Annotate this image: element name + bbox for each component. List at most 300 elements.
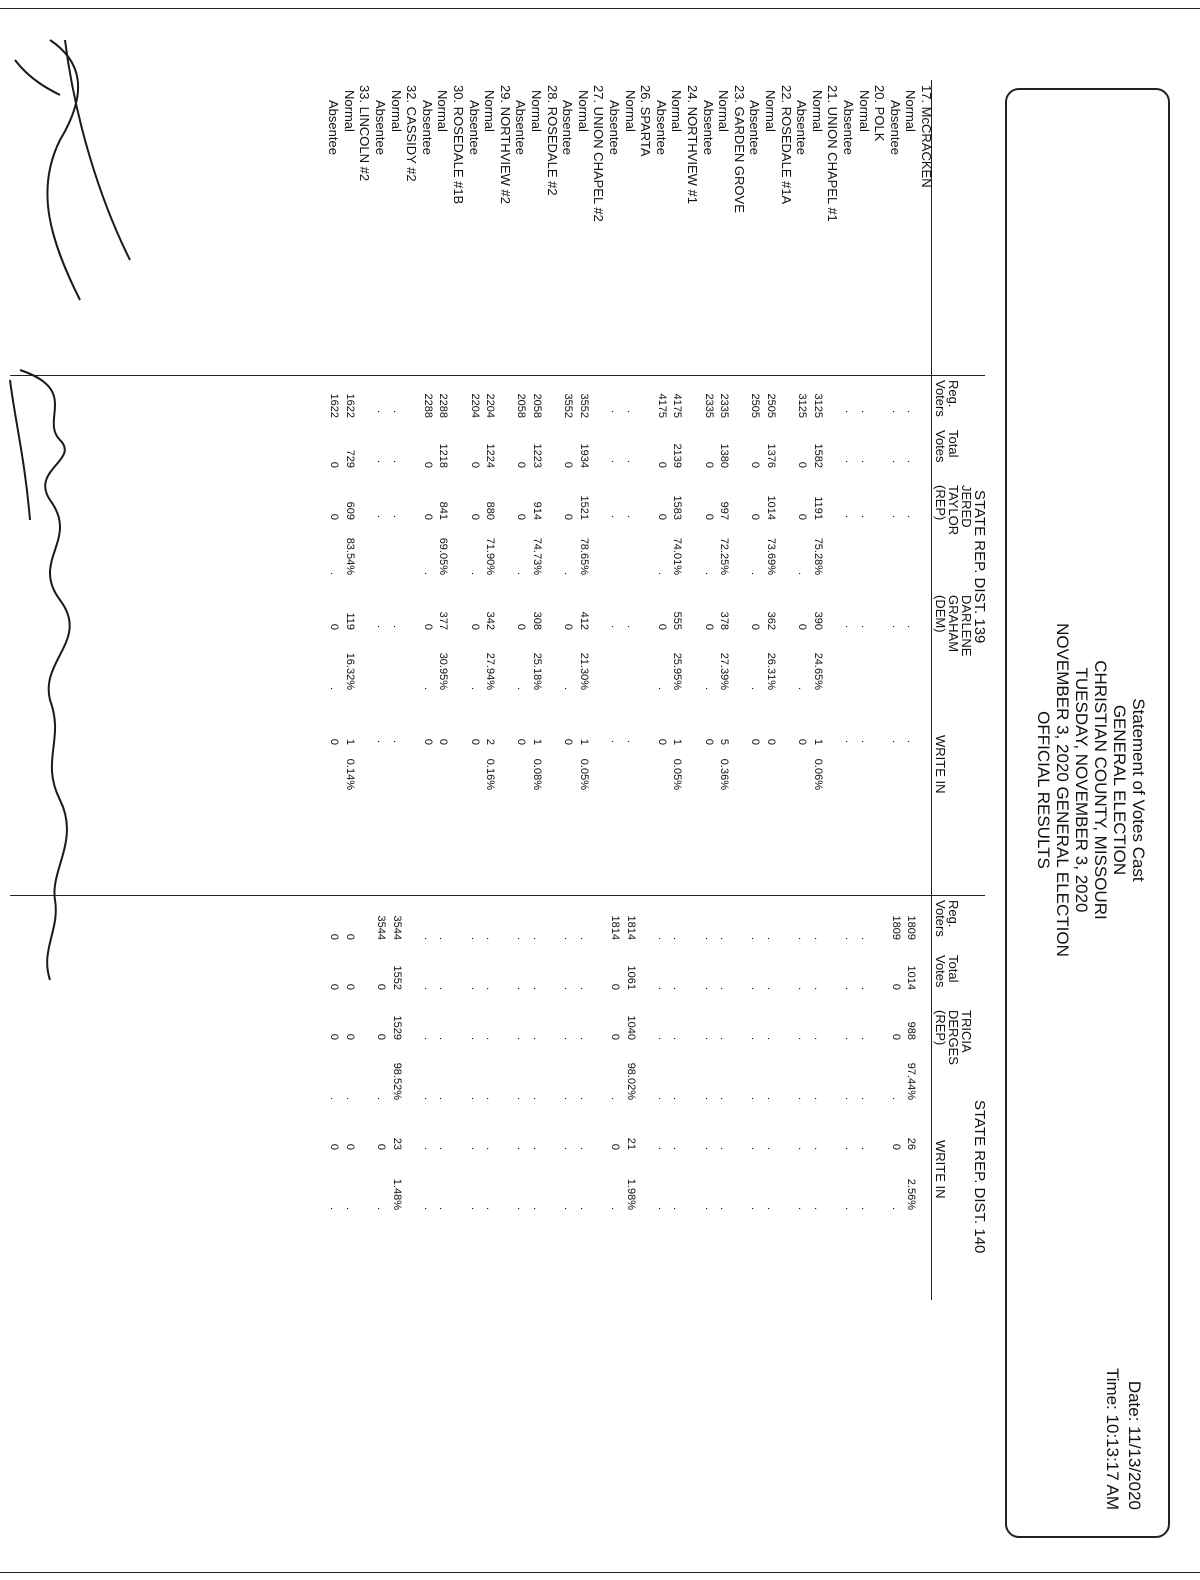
report-date: Date: 11/13/2020 [1125,1380,1144,1510]
d140-cell: . [718,1096,731,1100]
vote-type-label: Normal [575,90,591,132]
vote-type-label: Absentee [841,100,856,155]
d139-dot: . [889,460,902,464]
d139-cell: . [749,686,762,690]
d139-cell: 0 [655,738,668,745]
d140-cell: 98.52% [390,1062,403,1100]
d139-dot: . [858,460,871,464]
vote-type-label: Normal [435,90,451,132]
d139-cell: 3552 [577,393,590,418]
d139-cell: 0.36% [718,758,731,790]
d139-cell: 0 [328,623,341,630]
d139-cell: . [796,571,809,575]
d140-cell: 0 [375,983,387,990]
d140-cell: . [437,936,450,940]
d139-cell: 0 [421,623,434,630]
d140-cell: . [702,936,715,940]
header-election: GENERAL ELECTION [1110,704,1129,876]
d139-dot: . [609,740,621,744]
d139-cell: 2505 [749,393,762,418]
d139-cell: 2058 [531,393,543,418]
d139-cell: . [468,686,481,690]
d139-cell: . [702,571,715,575]
d139-cell: 1014 [765,495,777,520]
d139-cell: 2288 [421,393,434,418]
d139-cell: 0 [515,461,528,468]
d139-dot: . [375,410,387,414]
d139-cell: 0.08% [531,758,543,790]
d140-cell: . [765,1096,777,1100]
d140-cell: 0 [328,983,341,990]
d139-cell: 0 [749,623,762,630]
d139-cell: 729 [343,449,356,468]
signature-stroke [10,380,30,520]
d139-cell: . [515,571,528,575]
d140-cell: . [515,1146,528,1150]
d140-col-0: Reg. Voters [933,900,961,937]
d140-cell: . [749,1146,762,1150]
d140-cell: . [468,1036,481,1040]
d139-cell: 0 [437,738,450,745]
d140-col-3: WRITE IN [933,1140,948,1199]
d139-dot: . [375,460,387,464]
d139-cell: 5 [718,738,731,745]
d140-cell: . [577,1206,590,1210]
d140-cell: . [889,1206,902,1210]
d140-cell: . [655,1146,668,1150]
d139-dot: . [843,625,855,629]
d140-cell: 0 [343,983,356,990]
d139-cell: 362 [765,611,777,630]
d139-dot: . [390,410,403,414]
d139-dot: . [889,410,902,414]
d140-cell: . [718,1206,731,1210]
d140-cell: . [858,1206,871,1210]
d140-cell: . [702,1206,715,1210]
d140-cell: . [437,1206,450,1210]
d140-cell: . [515,1206,528,1210]
d139-cell: 2288 [437,393,450,418]
d140-cell: . [484,1146,497,1150]
d139-dot: . [375,515,387,519]
d139-cell: 27.39% [718,652,731,690]
d139-cell: 72.25% [718,537,731,575]
d139-cell: 27.94% [484,652,497,690]
d139-dot: . [390,515,403,519]
d139-cell: 609 [343,501,356,520]
d140-cell: . [796,1146,809,1150]
d139-col-3: DARLENE GRAHAM (DEM) [933,595,974,657]
d139-cell: 2139 [671,443,684,468]
d140-cell: . [671,1096,684,1100]
d139-cell: 0 [562,513,575,520]
d140-cell: . [328,1206,341,1210]
d140-cell: . [468,936,481,940]
d139-cell: 0 [421,461,434,468]
d140-cell: . [437,1096,450,1100]
d140-cell: 98.02% [624,1062,637,1100]
d139-cell: 2335 [702,393,715,418]
precinct-heading: 17. McCRACKEN [919,85,934,188]
d139-cell: 1 [811,738,824,745]
d139-cell: 3125 [796,393,809,418]
d140-cell: . [531,1036,543,1040]
d139-cell: 4175 [671,393,684,418]
d140-cell: . [437,1146,450,1150]
vote-type-label: Normal [856,90,872,132]
d139-cell: 0 [468,461,481,468]
d139-dot: . [624,740,637,744]
d139-cell: 119 [343,612,356,630]
d140-cell: . [655,1096,668,1100]
header-status: OFFICIAL RESULTS [1034,711,1053,869]
d139-cell: 0.05% [671,758,684,790]
d140-cell: . [858,936,871,940]
d139-cell: 0 [562,623,575,630]
d139-cell: 0 [328,461,341,468]
d140-cell: 21 [624,1137,637,1150]
d140-cell: 0 [375,1143,387,1150]
d140-cell: . [609,1206,621,1210]
d140-cell: 0 [328,1143,341,1150]
d139-dot: . [905,515,918,519]
d139-cell: 0.14% [343,758,356,790]
d139-cell: 2204 [468,393,481,418]
signature-stroke [47,40,80,300]
d139-cell: 0 [515,623,528,630]
d140-cell: . [749,1036,762,1040]
d140-cell: 0 [609,983,621,990]
d139-cell: 0 [421,513,434,520]
d140-cell: . [765,986,777,990]
d140-cell: . [811,936,824,940]
d140-cell: 3544 [390,915,403,940]
vote-type-label: Normal [809,90,825,132]
d139-dot: . [858,515,871,519]
d140-cell: 1061 [624,965,637,990]
d139-dot: . [624,515,637,519]
d140-cell: . [515,1036,528,1040]
d139-cell: 1380 [718,443,731,468]
d140-cell: . [796,986,809,990]
d140-cell: 0 [889,983,902,990]
d139-cell: 0.05% [577,758,590,790]
d140-cell: . [484,986,497,990]
d140-cell: . [765,1036,777,1040]
d139-cell: 75.28% [811,537,824,575]
d139-cell: 0 [796,513,809,520]
d140-cell: . [811,1096,824,1100]
d139-cell: 0 [655,513,668,520]
vote-type-label: Absentee [607,100,622,155]
vote-type-label: Absentee [560,100,576,155]
d140-cell: 2.56% [905,1178,918,1210]
d139-cell: 0 [796,738,809,745]
d140-cell: . [811,1036,824,1040]
d139-cell: 0.06% [811,758,824,790]
d140-cell: . [421,1206,434,1210]
d139-cell: 997 [718,501,731,520]
d140-cell: . [796,1206,809,1210]
vote-type-label: Normal [622,90,638,132]
d139-cell: 0 [796,623,809,630]
d139-cell: 0 [655,623,668,630]
d140-cell: . [671,1036,684,1040]
d139-dot: . [624,410,637,414]
vote-type-label: Absentee [747,100,763,155]
d140-cell: . [655,936,668,940]
d140-cell: . [328,1096,341,1100]
d139-cell: . [702,686,715,690]
d139-dot: . [889,515,902,519]
d139-cell: 1223 [531,443,543,468]
d140-cell: 988 [905,1021,918,1040]
d140-cell: . [562,936,575,940]
d140-cell: . [858,1096,871,1100]
header-title: Statement of Votes Cast [1129,698,1148,882]
d139-cell: 1521 [577,495,590,520]
d139-col-2: JERED TAYLOR (REP) [933,485,974,536]
d140-cell: 1.98% [624,1178,637,1210]
d139-cell: 3125 [811,393,824,418]
d140-cell: . [484,1206,497,1210]
d140-cell: . [718,986,731,990]
d140-cell: . [484,1036,497,1040]
d140-cell: 1809 [889,915,902,940]
d140-cell: . [811,1206,824,1210]
vote-type-label: Normal [341,90,357,132]
d140-cell: . [468,986,481,990]
d139-dot: . [858,740,871,744]
precinct-heading: 30. ROSEDALE #1B [451,85,466,205]
d139-cell: 25.18% [531,652,543,690]
district-139-title: STATE REP. DIST. 139 [971,490,988,644]
d140-cell: 1529 [390,1015,403,1040]
signature-stroke [65,40,130,260]
d139-cell: 3552 [562,393,575,418]
d139-cell: 71.90% [484,537,497,575]
d139-dot: . [609,410,621,414]
d140-cell: . [343,1096,356,1100]
d140-cell: . [749,986,762,990]
d140-cell: . [655,986,668,990]
d140-cell: . [577,1036,590,1040]
header-election-name: NOVEMBER 3, 2020 GENERAL ELECTION [1053,623,1072,957]
d140-cell: . [718,1146,731,1150]
d140-col-1: Total Votes [933,955,961,988]
d139-cell: 73.69% [765,537,777,575]
d140-cell: . [702,986,715,990]
d140-cell: 0 [328,933,341,940]
d140-cell: . [531,1096,543,1100]
d140-cell: . [702,1096,715,1100]
d139-dot: . [889,740,902,744]
d139-dot: . [375,625,387,629]
d139-cell: . [749,571,762,575]
precinct-heading: 27. UNION CHAPEL #2 [591,85,607,222]
d140-cell: . [562,1096,575,1100]
d139-cell: 0 [655,461,668,468]
d139-cell: . [421,571,434,575]
vote-type-label: Absentee [700,100,716,155]
d139-cell: . [328,571,341,575]
d140-cell: . [843,1036,855,1040]
d139-dot: . [905,460,918,464]
header-day: TUESDAY, NOVEMBER 3, 2020 [1072,667,1091,913]
d139-cell: 2335 [718,393,731,418]
d139-cell: 25.95% [671,652,684,690]
precinct-heading: 21. UNION CHAPEL #1 [825,85,841,222]
d139-dot: . [889,625,902,629]
d139-cell: 24.65% [811,652,824,690]
d139-cell: 0 [702,623,715,630]
d140-cell: 3544 [375,915,387,940]
d139-dot: . [905,740,918,744]
d139-cell: 914 [531,501,543,520]
d140-cell: . [749,1206,762,1210]
d139-cell: 0 [515,738,528,745]
d139-cell: 0 [796,461,809,468]
d139-cell: 412 [577,611,590,630]
d139-cell: . [655,686,668,690]
district-140-title: STATE REP. DIST. 140 [971,1100,988,1254]
d140-cell: . [843,936,855,940]
d140-cell: . [468,1206,481,1210]
d139-cell: 1224 [484,443,497,468]
d139-cell: . [796,686,809,690]
d139-dot: . [609,625,621,629]
vote-type-label: Absentee [653,100,669,155]
d140-cell: . [811,986,824,990]
d140-cell: 97.44% [905,1062,918,1100]
d140-cell: 0 [343,1033,356,1040]
d139-cell: 1 [531,738,543,745]
precinct-heading: 26. SPARTA [638,85,654,157]
d139-cell: 0 [562,738,575,745]
d139-dot: . [858,410,871,414]
d139-cell: 0 [702,461,715,468]
d139-cell: 555 [671,611,684,630]
precinct-heading: 29. NORTHVIEW #2 [497,85,513,204]
d139-dot: . [375,740,387,744]
vote-type-label: Normal [716,90,732,132]
precinct-heading: 22. ROSEDALE #1A [778,85,794,205]
vote-type-label: Absentee [373,100,388,155]
report-time: Time: 10:13:17 AM [1103,1367,1122,1510]
d139-cell: 1 [343,738,356,745]
d139-cell: 2204 [484,393,497,418]
d139-cell: 0 [702,513,715,520]
d139-cell: 841 [437,501,450,520]
d140-cell: . [765,1206,777,1210]
d139-cell: 83.54% [343,537,356,575]
d139-dot: . [858,625,871,629]
d140-cell: . [531,1206,543,1210]
d139-cell: 1622 [343,393,356,418]
d139-cell: 0 [765,738,777,745]
d140-cell: 1814 [609,915,621,940]
precinct-heading: 24. NORTHVIEW #1 [685,85,700,204]
d140-cell: 26 [905,1137,918,1150]
d139-cell: 2 [484,738,497,745]
d139-cell: 21.30% [577,652,590,690]
d140-cell: . [531,936,543,940]
vote-type-label: Normal [763,90,778,132]
signature-stroke [20,370,70,980]
d140-cell: . [562,1146,575,1150]
precinct-heading: 28. ROSEDALE #2 [544,85,560,196]
vote-type-label: Absentee [887,100,903,155]
d139-cell: . [421,686,434,690]
d140-cell: . [858,1036,871,1040]
d139-cell: 4175 [655,393,668,418]
d139-cell: 74.01% [671,537,684,575]
d139-dot: . [905,625,918,629]
d140-cell: 1.48% [390,1178,403,1210]
d139-cell: 0 [421,738,434,745]
d139-cell: . [515,686,528,690]
d140-cell: 1814 [624,915,637,940]
d139-cell: 378 [718,611,731,630]
d140-cell: . [437,1036,450,1040]
d140-cell: . [655,1206,668,1210]
d140-cell: 1014 [905,965,918,990]
vote-type-label: Absentee [794,100,810,155]
d140-cell: . [531,1146,543,1150]
d140-cell: . [421,1096,434,1100]
d140-cell: . [577,936,590,940]
d140-cell: . [421,1146,434,1150]
d139-cell: 308 [531,611,543,630]
d140-cell: 0 [343,933,356,940]
d139-cell: . [468,571,481,575]
d140-cell: . [843,1206,855,1210]
d140-cell: . [843,1096,855,1100]
d139-cell: 78.65% [577,537,590,575]
d140-cell: . [889,1096,902,1100]
d140-cell: . [421,936,434,940]
d140-cell: . [718,936,731,940]
d139-dot: . [843,460,855,464]
signature-stroke [15,60,60,95]
d140-cell: 0 [375,1033,387,1040]
d140-cell: . [765,1146,777,1150]
d140-cell: . [702,1146,715,1150]
d140-cell: . [843,986,855,990]
d140-cell: 0 [609,1033,621,1040]
vote-type-label: Normal [669,90,685,132]
d139-cell: 0 [468,738,481,745]
d139-cell: 26.31% [765,652,777,690]
d140-cell: . [671,1146,684,1150]
d139-dot: . [624,460,637,464]
d140-cell: . [562,1206,575,1210]
d139-dot: . [843,410,855,414]
d140-cell: 0 [609,1143,621,1150]
d140-cell: . [749,936,762,940]
vote-type-label: Absentee [466,100,482,155]
d139-cell: 1934 [577,443,590,468]
d140-cell: . [437,986,450,990]
d140-cell: . [421,986,434,990]
d139-cell: 69.05% [437,537,450,575]
d140-cell: . [562,1036,575,1040]
d139-cell: . [562,571,575,575]
d139-col-1: Total Votes [933,430,961,463]
d139-cell: 1 [671,738,684,745]
d139-cell: 30.95% [437,652,450,690]
d140-col-2: TRICIA DERGES (REP) [933,1010,974,1065]
